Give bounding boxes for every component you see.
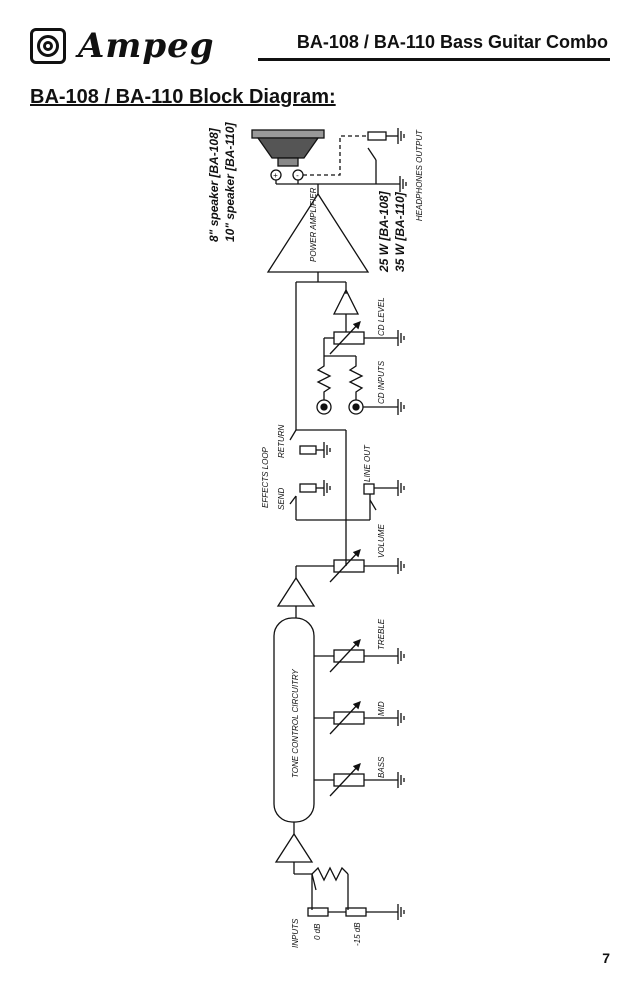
page-number: 7 <box>602 950 610 966</box>
effects-return-jack <box>300 446 316 454</box>
input-0db-label: 0 dB <box>313 923 322 940</box>
speaker-plus-label: + <box>273 171 278 180</box>
headphones-text: HEADPHONES OUTPUT <box>415 130 424 222</box>
input-15db-jack <box>346 908 366 916</box>
page-title: BA-108 / BA-110 Block Diagram: <box>30 86 336 108</box>
speaker-minus-label: - <box>296 171 299 180</box>
headphones-label <box>415 129 424 221</box>
input-0db-jack <box>308 908 328 916</box>
inputs-label: INPUTS <box>291 918 300 948</box>
line-out-label: LINE OUT <box>363 445 372 482</box>
header-title: BA-108 / BA-110 Bass Guitar Combo <box>296 32 608 52</box>
mid-label: MID <box>377 701 386 716</box>
input-buffer <box>276 834 312 862</box>
effects-loop-label: EFFECTS LOOP <box>261 447 270 508</box>
speaker-label-ba110: 10" speaker [BA-110] <box>223 122 237 242</box>
power-amp-label: POWER AMPLIFIER <box>309 187 318 262</box>
power-label-ba108: 25 W [BA-108] <box>377 191 391 272</box>
send-label: SEND <box>277 487 286 510</box>
brand-wordmark: Ampeg <box>78 26 215 66</box>
cd-level-label: CD LEVEL <box>377 297 386 336</box>
speaker-icon <box>252 130 324 166</box>
headphone-resistor <box>368 132 386 140</box>
speaker-label-ba108: 8" speaker [BA-108] <box>207 128 221 242</box>
power-label-ba110: 35 W [BA-110] <box>393 192 407 272</box>
input-15db-label: -15 dB <box>353 922 362 946</box>
preamp-buffer <box>278 578 314 606</box>
line-out-jack <box>364 484 374 494</box>
return-label: RETURN <box>277 424 286 458</box>
cd-inputs-label: CD INPUTS <box>377 360 386 404</box>
effects-send-jack <box>300 484 316 492</box>
tone-control-label: TONE CONTROL CIRCUITRY <box>291 669 300 778</box>
power-amplifier <box>268 194 368 272</box>
treble-label: TREBLE <box>377 618 386 650</box>
bass-label: BASS <box>377 756 386 778</box>
volume-label: VOLUME <box>377 524 386 558</box>
